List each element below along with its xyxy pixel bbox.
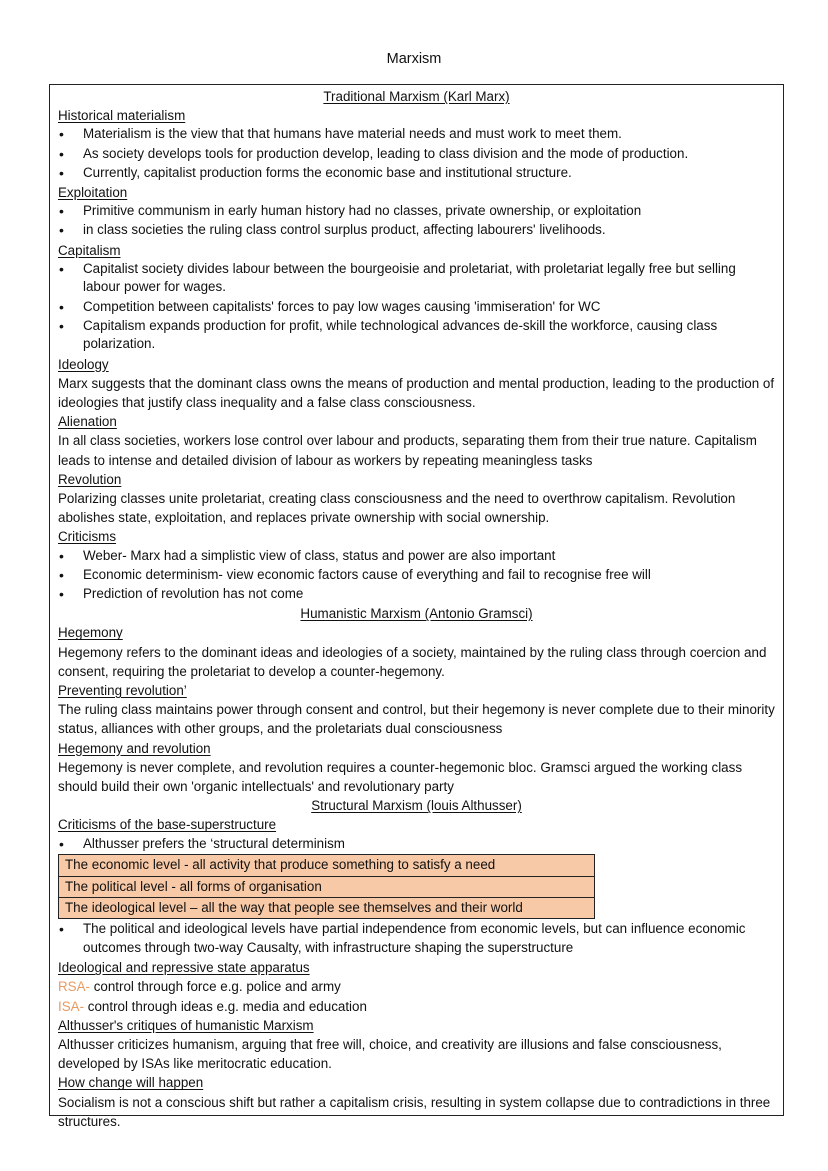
subheading-hegemony: Hegemony	[58, 625, 123, 641]
subheading-althusser-critiques: Althusser's critiques of humanistic Marxism	[58, 1017, 314, 1033]
bullet-list-criticisms	[58, 547, 775, 604]
list-item: • Capitalism expands production for profit, while technological advances de-skill the workforce, causing class polarization.	[58, 317, 775, 354]
page-title: Marxism	[386, 51, 442, 67]
list-item: • The political and ideological levels have partial independence from economic levels, but can influence economic outcomes through two-way Causalty, with infrastructure shaping the superstructure	[58, 920, 775, 957]
paragraph-althusser-critiques: Althusser criticizes humanism, arguing that free will, choice, and creativity are illusions and false consciousness, developed by ISAs like meritocratic education.	[58, 1036, 722, 1072]
rsa-line	[58, 977, 775, 996]
rsa-text: control through force e.g. police and army	[90, 979, 341, 995]
section-heading-traditional: Traditional Marxism (Karl Marx)	[323, 89, 510, 104]
list-item: • Competition between capitalists' forces to pay low wages causing 'immiseration' for WC	[58, 298, 775, 317]
paragraph-ideology: Marx suggests that the dominant class owns the means of production and mental production, leading to the production of ideologies that justify class inequality and a false class consciousness.	[58, 375, 775, 410]
subheading-hegemony-and-revolution: Hegemony and revolution	[58, 740, 211, 756]
subheading-base-superstructure: Criticisms of the base-superstructure	[58, 817, 277, 833]
subheading-capitalism: Capitalism	[58, 242, 121, 258]
structural-levels-table	[58, 854, 595, 919]
paragraph-how-change-will-happen: Socialism is not a conscious shift but rather a capitalism crisis, resulting in system collapse due to contradictions in three structures.	[58, 1094, 771, 1129]
subheading-revolution: Revolution	[58, 471, 122, 487]
paragraph-hegemony: Hegemony refers to the dominant ideas and ideologies of a society, maintained by the ruling class through coercion and consent, requiring the proletariat to develop a counter-hegemony.	[58, 644, 767, 679]
list-item: • Capitalist society divides labour between the bourgeoisie and proletariat, with proletariat legally free but selling labour power for wages.	[58, 260, 775, 297]
list-item: • in class societies the ruling class control surplus product, affecting labourers' livelihoods.	[58, 221, 775, 240]
rsa-label: RSA-	[58, 979, 90, 995]
list-item: • Primitive communism in early human history had no classes, private ownership, or exploitation	[58, 202, 775, 221]
paragraph-revolution: Polarizing classes unite proletariat, creating class consciousness and the need to overthrow capitalism. Revolution abolishes state, exploitation, and replaces private ownership with social ownership.	[58, 490, 736, 526]
list-item: • Prediction of revolution has not come	[58, 585, 775, 604]
subheading-preventing-revolution: Preventing revolution’	[58, 682, 187, 698]
subheading-exploitation: Exploitation	[58, 184, 128, 200]
notes-frame	[49, 84, 784, 1129]
list-item: • Weber- Marx had a simplistic view of class, status and power are also important	[58, 547, 775, 566]
bullet-list-structural-determinism	[58, 835, 775, 854]
subheading-alienation: Alienation	[58, 414, 117, 430]
bullet-list-exploitation	[58, 202, 775, 240]
isa-label: ISA-	[58, 998, 85, 1014]
bullet-list-levels-independence	[58, 920, 775, 957]
paragraph-hegemony-and-revolution: Hegemony is never complete, and revolution requires a counter-hegemonic bloc. Gramsci argued the working class should build their own 'organic intellectuals' and revolutionary party	[58, 759, 743, 794]
table-row	[59, 897, 595, 918]
list-item: • Althusser prefers the ‘structural determinism	[58, 835, 775, 854]
paragraph-alienation: In all class societies, workers lose control over labour and products, separating them from their true nature. Capitalism leads to intense and detailed division of labour as workers by repeating meaningless tasks	[58, 433, 757, 468]
table-row	[59, 855, 595, 876]
section-heading-humanistic: Humanistic Marxism (Antonio Gramsci)	[300, 606, 533, 622]
bullet-list-capitalism	[58, 260, 775, 354]
list-item: • Economic determinism- view economic factors cause of everything and fail to recognise free will	[58, 566, 775, 585]
section-heading-structural: Structural Marxism (louis Althusser)	[311, 798, 522, 814]
bullet-list-historical-materialism	[58, 125, 775, 182]
level-cell-political: The political level - all forms of organisation	[59, 876, 595, 897]
level-cell-ideological: The ideological level – all the way that people see themselves and their world	[59, 897, 595, 918]
isa-text: control through ideas e.g. media and education	[84, 998, 367, 1014]
subheading-ideology: Ideology	[58, 356, 109, 372]
subheading-historical-materialism: Historical materialism	[58, 108, 186, 124]
subheading-how-change-will-happen: How change will happen	[58, 1075, 204, 1091]
paragraph-preventing-revolution: The ruling class maintains power through consent and control, but their hegemony is never complete due to their minority status, alliances with other groups, and the proletariats dual consciousness	[58, 702, 775, 737]
table-row	[59, 876, 595, 897]
subheading-criticisms: Criticisms	[58, 529, 117, 545]
level-cell-economic: The economic level - all activity that produce something to satisfy a need	[59, 855, 595, 876]
list-item: • Currently, capitalist production forms the economic base and institutional structure.	[58, 164, 775, 183]
list-item: • Materialism is the view that that humans have material needs and must work to meet them.	[58, 125, 775, 144]
subheading-state-apparatus: Ideological and repressive state apparatus	[58, 960, 310, 976]
isa-line	[58, 997, 775, 1016]
list-item: • As society develops tools for production develop, leading to class division and the mode of production.	[58, 145, 775, 164]
